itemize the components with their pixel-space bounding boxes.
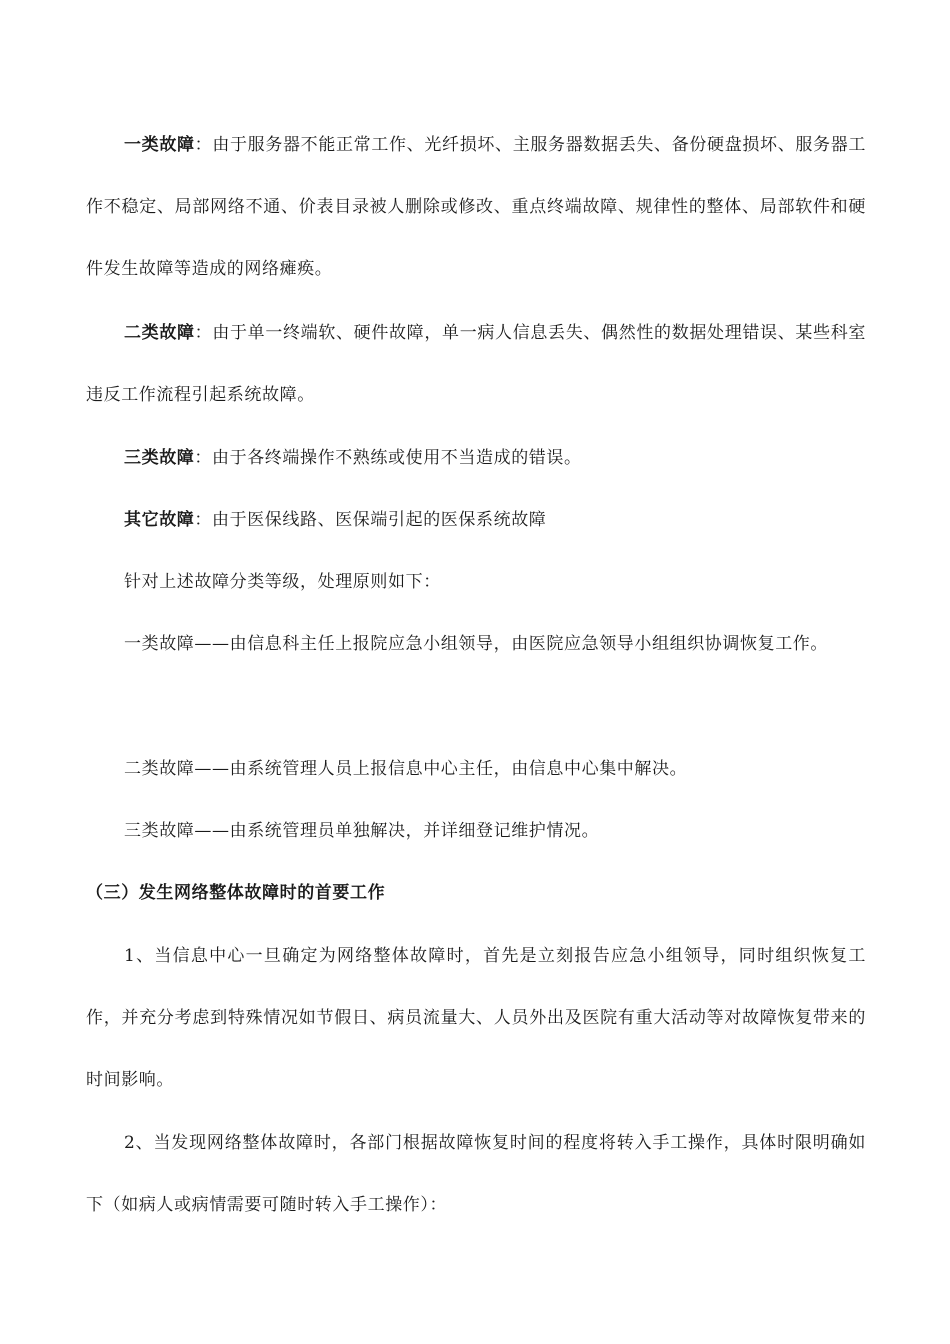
principle-class-1: 一类故障——由信息科主任上报院应急小组领导，由医院应急领导小组组织协调恢复工作。 — [124, 634, 828, 654]
step-2-paragraph: 2、当发现网络整体故障时，各部门根据故障恢复时间的程度将转入手工操作，具体时限明确如下（如病人或病情需要可随时转入手工操作）： — [86, 1133, 866, 1215]
principle-class-3: 三类故障——由系统管理员单独解决，并详细登记维护情况。 — [124, 821, 600, 841]
fault-class-1-text: ：由于服务器不能正常工作、光纤损坏、主服务器数据丢失、备份硬盘损坏、服务器工作不稳定、局部网络不通、价表目录被人删除或修改、重点终端故障、规律性的整体、局部软件和硬件发生故障等造成的网络瘫痪。 — [86, 135, 866, 279]
section-heading: （三）发生网络整体故障时的首要工作 — [86, 883, 386, 903]
fault-class-3-text: ：由于各终端操作不熟练或使用不当造成的错误。 — [194, 448, 582, 468]
fault-class-2-text: ：由于单一终端软、硬件故障，单一病人信息丢失、偶然性的数据处理错误、某些科室违反工作流程引起系统故障。 — [86, 323, 866, 405]
step-1-paragraph: 1、当信息中心一旦确定为网络整体故障时，首先是立刻报告应急小组领导，同时组织恢复工作，并充分考虑到特殊情况如节假日、病员流量大、人员外出及医院有重大活动等对故障恢复带来的时间影响。 — [86, 946, 866, 1090]
principle-intro: 针对上述故障分类等级，处理原则如下： — [124, 572, 441, 592]
fault-class-2-label: 二类故障 — [124, 323, 195, 343]
fault-class-1-label: 一类故障 — [124, 135, 195, 155]
fault-class-other-paragraph — [86, 489, 866, 551]
fault-class-3-label: 三类故障 — [124, 448, 195, 468]
fault-class-other-label: 其它故障 — [124, 510, 195, 530]
fault-class-2-paragraph — [86, 302, 866, 426]
principle-class-2: 二类故障——由系统管理人员上报信息中心主任，由信息中心集中解决。 — [124, 759, 688, 779]
fault-class-other-text: ：由于医保线路、医保端引起的医保系统故障 — [194, 510, 547, 530]
fault-class-3-paragraph — [86, 427, 866, 489]
fault-class-1-paragraph — [86, 114, 866, 300]
